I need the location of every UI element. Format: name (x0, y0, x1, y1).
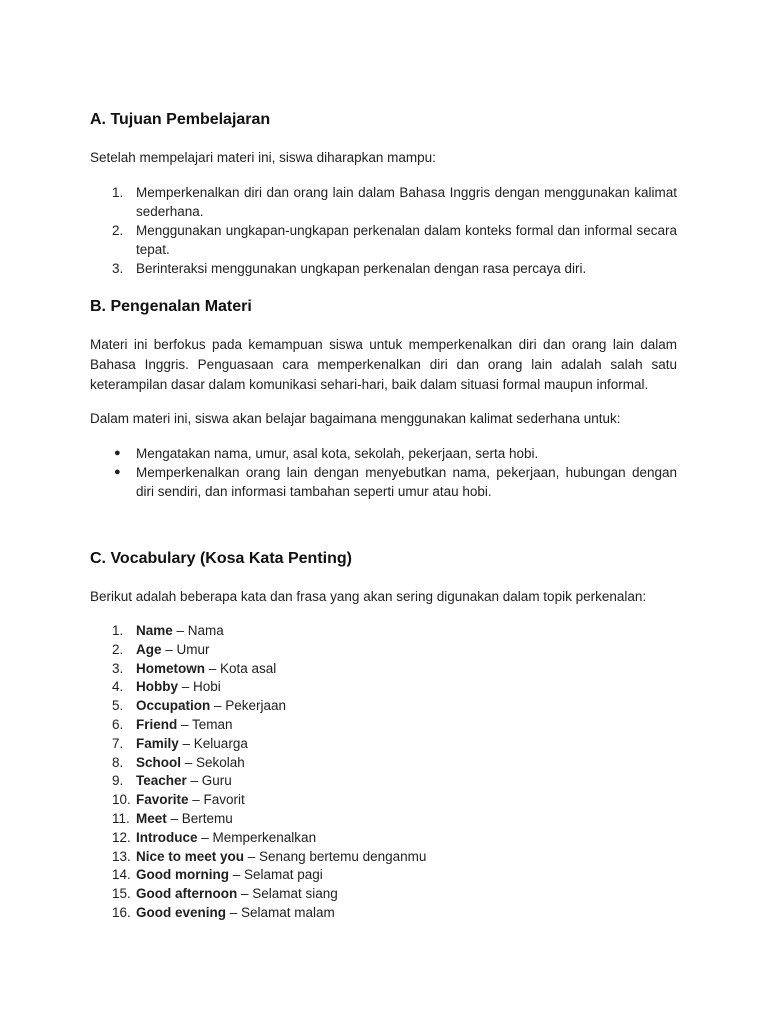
list-number: 4. (112, 679, 124, 695)
vocab-item (90, 829, 677, 848)
vocab-term: Good afternoon (136, 886, 238, 902)
list-number: 8. (112, 754, 124, 770)
vocab-meaning: – Sekolah (181, 754, 245, 770)
section-c-intro: Berikut adalah beberapa kata dan frasa yang akan sering digunakan dalam topik perkenalan: (90, 589, 647, 604)
vocab-meaning: – Senang bertemu denganmu (244, 848, 427, 864)
vocab-term: Friend (136, 716, 178, 732)
vocab-term: Good morning (136, 867, 229, 883)
list-number: 3. (112, 261, 124, 276)
vocab-term: Age (136, 641, 162, 657)
vocab-term: Hometown (136, 660, 205, 676)
list-item (90, 221, 677, 259)
list-number: 7. (112, 735, 124, 751)
list-number: 6. (112, 716, 124, 732)
vocab-item (90, 716, 677, 735)
vocab-term: Family (136, 735, 179, 751)
vocab-meaning: – Hobi (178, 679, 221, 695)
list-number: 1. (112, 623, 124, 638)
vocab-meaning: – Bertemu (166, 810, 233, 826)
list-number: 12. (112, 829, 131, 845)
list-number: 9. (112, 773, 124, 789)
vocab-item (90, 885, 677, 904)
list-number: 2. (112, 223, 124, 238)
bullet-icon: ● (114, 466, 121, 478)
list-number: 10. (112, 792, 131, 808)
vocab-meaning: – Kota asal (205, 660, 277, 676)
vocab-meaning: – Favorit (188, 792, 245, 808)
list-number: 15. (112, 886, 131, 902)
list-number: 13. (112, 848, 131, 864)
vocab-item (90, 622, 677, 641)
list-number: 16. (112, 904, 131, 920)
vocab-meaning: – Selamat malam (226, 904, 335, 920)
list-number: 5. (112, 698, 124, 714)
vocab-item (90, 641, 677, 660)
vocab-meaning: – Guru (186, 773, 232, 789)
list-item-text: Memperkenalkan diri dan orang lain dalam Bahasa Inggris dengan menggunakan kalimat sederhana. (136, 185, 677, 219)
list-item (90, 444, 677, 463)
section-c-title: C. Vocabulary (Kosa Kata Penting) (90, 550, 352, 567)
list-item-text: Menggunakan ungkapan-ungkapan perkenalan dalam konteks formal dan informal secara tepat. (136, 223, 677, 257)
vocab-item (90, 791, 677, 810)
list-item (90, 259, 677, 278)
section-a-intro: Setelah mempelajari materi ini, siswa diharapkan mampu: (90, 150, 436, 165)
vocab-item (90, 678, 677, 697)
vocab-meaning: – Pekerjaan (210, 698, 287, 714)
vocab-meaning: – Umur (161, 641, 210, 657)
vocab-meaning: – Memperkenalkan (197, 829, 317, 845)
vocab-meaning: – Keluarga (178, 735, 248, 751)
vocab-term: Nice to meet you (136, 848, 245, 864)
vocab-meaning: – Selamat siang (237, 886, 338, 902)
vocab-term: Favorite (136, 792, 189, 808)
vocab-term: Name (136, 623, 173, 638)
list-item-text: Berinteraksi menggunakan ungkapan perkenalan dengan rasa percaya diri. (136, 261, 587, 276)
material-bullet-list (90, 444, 677, 501)
list-item-text: Memperkenalkan orang lain dengan menyebutkan nama, pekerjaan, hubungan dengan diri sendiri, dan informasi tambahan seperti umur atau hobi. (136, 465, 677, 499)
list-number: 2. (112, 641, 124, 657)
vocab-item (90, 810, 677, 829)
vocab-meaning: – Selamat pagi (228, 867, 323, 883)
vocab-item (90, 697, 677, 716)
vocab-meaning: – Teman (177, 716, 233, 732)
vocab-term: Teacher (136, 773, 187, 789)
vocab-term: Introduce (136, 829, 198, 845)
list-item (90, 463, 677, 501)
vocab-term: Occupation (136, 698, 211, 714)
vocab-meaning: – Nama (172, 623, 224, 638)
vocab-item (90, 904, 677, 923)
list-number: 3. (112, 660, 124, 676)
list-number: 14. (112, 867, 131, 883)
vocab-term: Meet (136, 810, 167, 826)
vocab-item (90, 848, 677, 867)
list-number: 1. (112, 185, 124, 200)
list-item (90, 183, 677, 221)
vocab-item (90, 866, 677, 885)
section-b-paragraph-1: Materi ini berfokus pada kemampuan siswa untuk memperkenalkan diri dan orang lain dalam Bahasa Inggris. Penguasaan cara memperkenalkan diri dan orang lain adalah salah satu keterampilan dasar dalam komunikasi sehari-hari, baik dalam situasi formal maupun informal. (90, 337, 677, 392)
vocab-item (90, 735, 677, 754)
bullet-icon: ● (114, 447, 121, 459)
vocabulary-list (90, 622, 677, 923)
vocab-term: Hobby (136, 679, 178, 695)
list-number: 11. (112, 810, 130, 826)
section-b-title: B. Pengenalan Materi (90, 298, 252, 315)
section-a-title: A. Tujuan Pembelajaran (90, 111, 271, 128)
vocab-item (90, 772, 677, 791)
learning-objectives-list (90, 183, 677, 278)
vocab-term: School (136, 754, 182, 770)
vocab-term: Good evening (136, 904, 227, 920)
vocab-item (90, 754, 677, 773)
vocab-item (90, 660, 677, 679)
list-item-text: Mengatakan nama, umur, asal kota, sekolah, pekerjaan, serta hobi. (136, 446, 539, 461)
section-b-paragraph-2: Dalam materi ini, siswa akan belajar bagaimana menggunakan kalimat sederhana untuk: (90, 411, 621, 426)
